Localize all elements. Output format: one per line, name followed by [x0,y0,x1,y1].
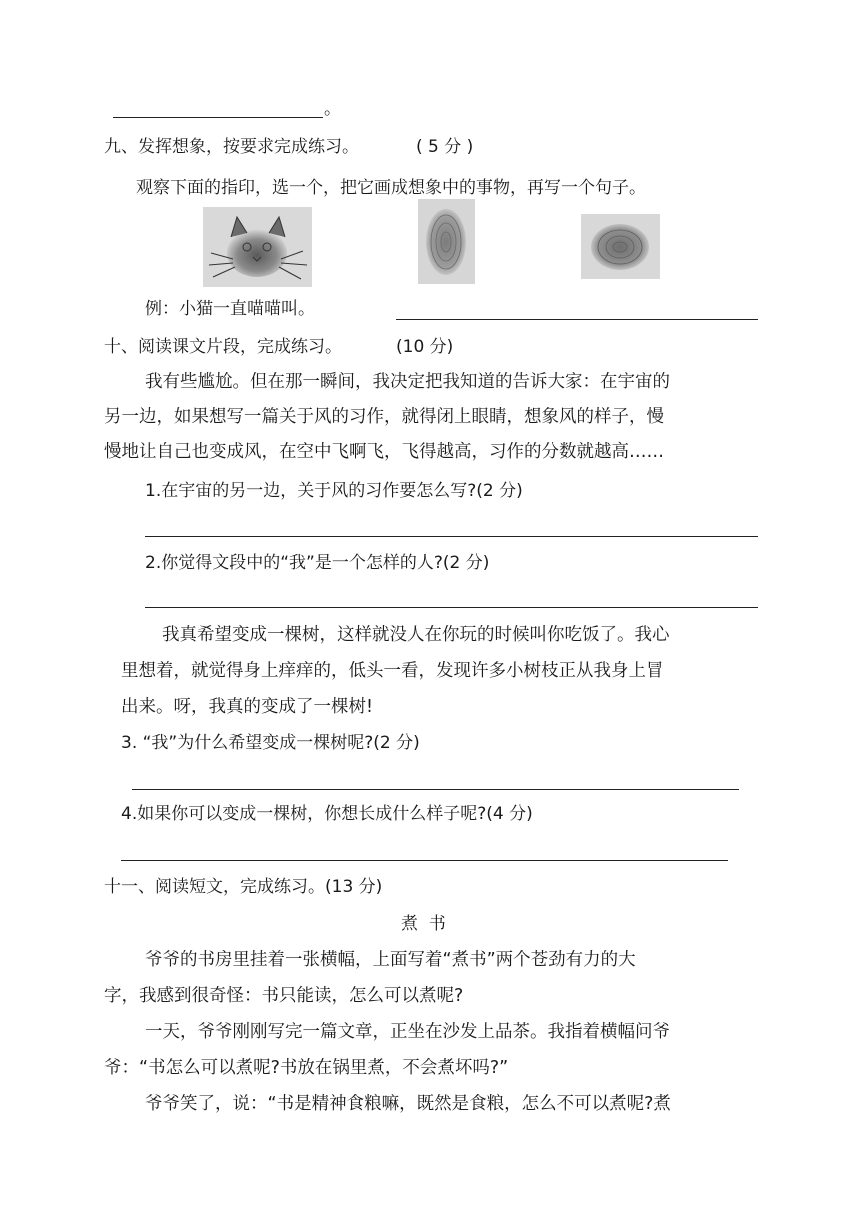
passage1-line-1: 我有些尴尬。但在那一瞬间，我决定把我知道的告诉大家：在宇宙的 [145,372,670,392]
passage2-line-1: 我真希望变成一棵树，这样就没人在你玩的时候叫你吃饭了。我心 [162,625,670,645]
passage1-line-2: 另一边，如果想写一篇关于风的习作，就得闭上眼睛，想象风的样子，慢 [104,407,664,427]
q10-heading: 十、阅读课文片段，完成练习。 [104,337,342,357]
answer-line-q10-3[interactable] [132,789,739,790]
q11-heading: 十一、阅读短文，完成练习。(13 分) [104,877,383,897]
story-line-2: 字，我感到很奇怪：书只能读，怎么可以煮呢? [104,986,464,1006]
q9-heading: 九、发挥想象，按要求完成练习。 [104,137,359,157]
passage2-line-2: 里想着，就觉得身上痒痒的，低头一看，发现许多小树枝正从我身上冒 [121,661,664,681]
q11-story-title: 煮 书 [401,914,446,934]
q10-score: (10 分) [396,337,454,357]
story-line-4: 爷：“书怎么可以煮呢?书放在锅里煮，不会煮坏吗?” [104,1058,509,1078]
q9-instruction: 观察下面的指印，选一个，把它画成想象中的事物，再写一个句子。 [136,178,646,198]
q10-question-1: 1.在宇宙的另一边，关于风的习作要怎么写?(2 分) [145,481,523,501]
passage1-line-3: 慢地让自己也变成风，在空中飞啊飞，飞得越高，习作的分数就越高…… [104,442,664,462]
answer-line-q10-4[interactable] [121,860,728,861]
story-line-5: 爷爷笑了，说：“书是精神食粮嘛，既然是食粮，怎么不可以煮呢?煮 [145,1094,671,1114]
q10-question-3: 3. “我”为什么希望变成一棵树呢?(2 分) [121,733,420,753]
passage2-line-3: 出来。呀，我真的变成了一棵树! [121,697,374,717]
cat-fingerprint-image [203,207,312,287]
story-line-3: 一天，爷爷刚刚写完一篇文章，正坐在沙发上品茶。我指着横幅问爷 [145,1022,670,1042]
q10-question-4: 4.如果你可以变成一棵树，你想长成什么样子呢?(4 分) [121,804,533,824]
story-line-1: 爷爷的书房里挂着一张横幅，上面写着“煮书”两个苍劲有力的大 [145,950,636,970]
top-period: 。 [324,99,341,119]
answer-line-q10-2[interactable] [145,607,758,608]
answer-line-top[interactable] [113,117,323,118]
q9-example: 例：小猫一直喵喵叫。 [145,299,315,319]
round-fingerprint-image [581,214,660,279]
answer-line-q9[interactable] [396,319,758,320]
q10-question-2: 2.你觉得文段中的“我”是一个怎样的人?(2 分) [145,553,490,573]
answer-line-q10-1[interactable] [145,536,758,537]
oval-fingerprint-image [418,199,475,284]
q9-score: ( 5 分 ) [416,137,474,157]
